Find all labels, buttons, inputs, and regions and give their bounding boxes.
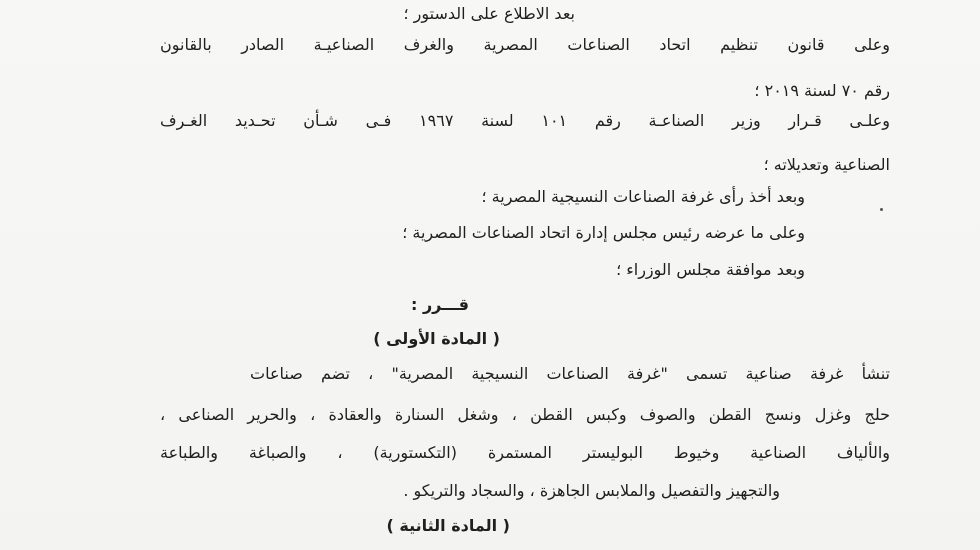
preamble-line-8: وبعد موافقة مجلس الوزراء ؛ (616, 260, 805, 279)
preamble-line-4: وعلـى قـرار وزير الصناعـة رقم ١٠١ لسنة ١٩٦٧ فـى شـأن تحـديد الغـرف (160, 111, 891, 130)
article-1-line-4: والتجهيز والتفصيل والملابس الجاهزة ، والسجاد والتريكو . (403, 481, 780, 500)
decision-heading: قـــرر : (410, 295, 469, 314)
article-1-line-1: تنشأ غرفة صناعية تسمى "غرفة الصناعات النسيجية المصرية" ، تضم صناعات (250, 364, 890, 383)
preamble-line-1: بعد الاطلاع على الدستور ؛ (403, 4, 575, 23)
preamble-line-3: رقم ٧٠ لسنة ٢٠١٩ ؛ (754, 81, 890, 100)
preamble-line-5: الصناعية وتعديلاته ؛ (763, 155, 890, 174)
preamble-line-2: وعلى قانون تنظيم اتحاد الصناعات المصرية والغرف الصناعيـة الصادر بالقانون (160, 35, 890, 54)
article-1-line-3: والألياف الصناعية وخيوط البوليستر المستمرة (التكستورية) ، والصباغة والطباعة (160, 443, 890, 462)
article-1-title: ( المادة الأولى ) (373, 329, 500, 348)
article-1-line-2: حلج وغزل ونسج القطن والصوف وكبس القطن ، وشغل السنارة والعقادة ، والحرير الصناعى ، (160, 405, 890, 424)
preamble-line-7: وعلى ما عرضه رئيس مجلس إدارة اتحاد الصناعات المصرية ؛ (402, 223, 805, 242)
article-2-title: ( المادة الثانية ) (386, 516, 510, 535)
paper-speck (880, 208, 883, 211)
preamble-line-6: وبعد أخذ رأى غرفة الصناعات النسيجية المصرية ؛ (481, 187, 805, 206)
